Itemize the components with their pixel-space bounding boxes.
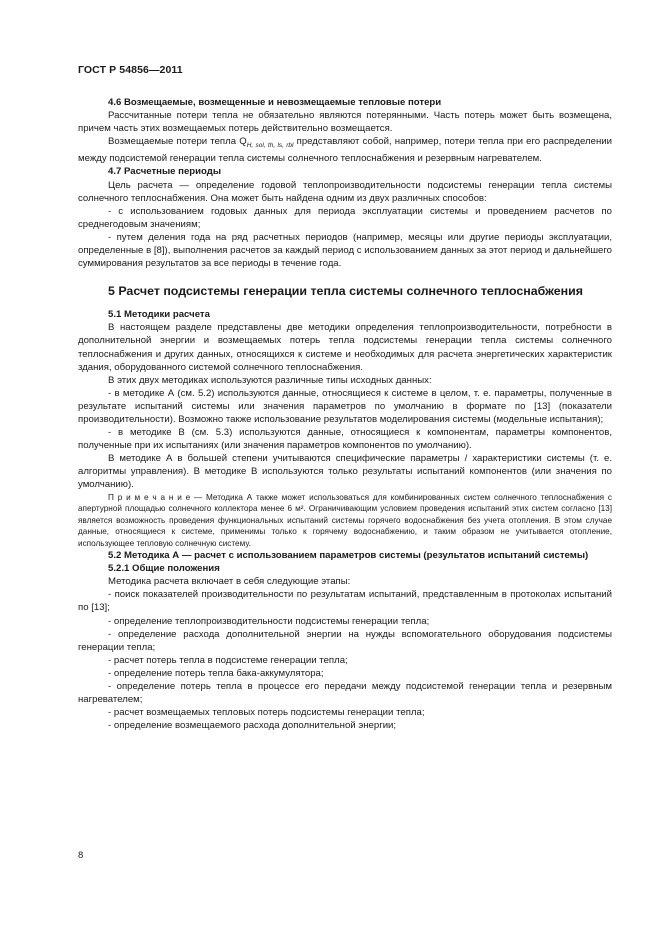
section-5-1-paragraph-1: В настоящем разделе представлены две методики определения теплопроизводительности, потребности в дополнительной энергии и возмещаемых потерь тепла подсистемы генерации тепла системы солнечного теплоснабжения и других данных, относящихся к системе и необходимых для расчета энергетических характеристик здания, оборудованного системой солнечного теплоснабжения.: [78, 322, 612, 373]
step-item: - определение теплопроизводительности подсистемы генерации тепла;: [108, 615, 430, 627]
step-item: - определение потерь тепла в процессе его передачи между подсистемой генерации тепла и резервным нагревателем;: [78, 680, 612, 706]
document-body: [78, 96, 612, 732]
section-4-7-list-item-2: - путем деления года на ряд расчетных периодов (например, месяцы или другие периоды эксплуатации, определенные в [8]), выполнения расчетов за каждый период с использованием данных за этот период и дальнейшего суммирования результатов за все периоды в течение года.: [78, 231, 612, 270]
q-subscript: H, sol, th, ls, rbl: [246, 142, 294, 150]
section-5-2-1-intro: Методика расчета включает в себя следующие этапы:: [108, 576, 351, 588]
section-5-1-list-item-a: - в методике А (см. 5.2) используются данные, относящиеся к системе в целом, т. е. параметры, полученные в результате испытаний системы или значения параметров по умолчанию в формате по [13] (показатели производительности). Возможно также использование результатов моделирования системы (модельные испытания);: [78, 387, 612, 425]
section-4-6-paragraph-1: Рассчитанные потери тепла не обязательно являются потерянными. Часть потерь может быть возмещена, причем часть этих возмещаемых потерь действительно возмещается.: [78, 110, 612, 135]
section-5-2-heading: 5.2 Методика А — расчет с использованием параметров системы (результатов испытаний системы): [108, 550, 589, 562]
section-5-1-paragraph-2: В этих двух методиках используются различные типы исходных данных:: [108, 374, 432, 386]
section-5-heading: 5 Расчет подсистемы генерации тепла системы солнечного теплоснабжения: [108, 284, 584, 299]
section-5-1-note: П р и м е ч а н и е — Методика А также может использоваться для комбинированных систем солнечного теплоснабжения с апертурной площадью солнечного коллектора менее 6 м². Ограничивающим условием проведения испытаний этих систем согласно [13] является возможность проведения функциональных испытаний системы горячего водоснабжения без учета отопления. В этом случае данные, относящиеся к системе, применимы только к горячему водоснабжению, и таким образом не учитывается отопление, использующее тепловую солнечную систему.: [78, 492, 612, 548]
document-header: ГОСТ Р 54856—2011: [78, 64, 183, 76]
page-number: 8: [78, 850, 84, 861]
section-4-7-list-item-1: - с использованием годовых данных для периода эксплуатации системы и проведением расчетов по среднегодовым значениям;: [78, 205, 612, 230]
section-5-2-1-heading: 5.2.1 Общие положения: [108, 563, 220, 575]
step-item: - определение потерь тепла бака-аккумулятора;: [108, 667, 324, 679]
step-item: - определение возмещаемого расхода дополнительной энергии;: [108, 720, 397, 732]
step-item: - определение расхода дополнительной энергии на нужды вспомогательного оборудования подсистемы генерации тепла;: [78, 628, 612, 653]
section-5-1-heading: 5.1 Методики расчета: [108, 309, 210, 321]
section-4-6-paragraph-2: Возмещаемые потери тепла $Q_{H, sol, th, ls, rbl}$ представляют собой, например, потери тепла при его распределении между подсистемой генерации тепла системы солнечного теплоснабжения и резервным нагревателем.: [78, 136, 612, 165]
section-4-7-heading: 4.7 Расчетные периоды: [108, 166, 222, 178]
step-item: - поиск показателей производительности по результатам испытаний, представленным в протоколах испытаний по [13];: [78, 589, 612, 614]
step-item: - расчет потерь тепла в подсистеме генерации тепла;: [108, 654, 348, 666]
section-5-1-list-item-b: - в методике В (см. 5.3) используются данные, относящиеся к компонентам, параметры компонентов, полученные при их испытаниях (или значения параметров компонентов по умолчанию).: [78, 427, 612, 452]
section-4-7-paragraph-1: Цель расчета — определение годовой теплопроизводительности подсистемы генерации тепла системы солнечного теплоснабжения. Она может быть найдена одним из двух различных способов:: [78, 179, 612, 204]
step-item: - расчет возмещаемых тепловых потерь подсистемы генерации тепла;: [108, 707, 425, 719]
section-4-6-heading: 4.6 Возмещаемые, возмещенные и невозмещаемые тепловые потери: [108, 97, 442, 108]
section-5-1-paragraph-3: В методике А в большей степени учитываются специфические параметры / характеристики системы (т. е. алгоритмы управления). В методике В используются только результаты испытаний компонентов (или значения по умолчанию).: [78, 453, 612, 491]
